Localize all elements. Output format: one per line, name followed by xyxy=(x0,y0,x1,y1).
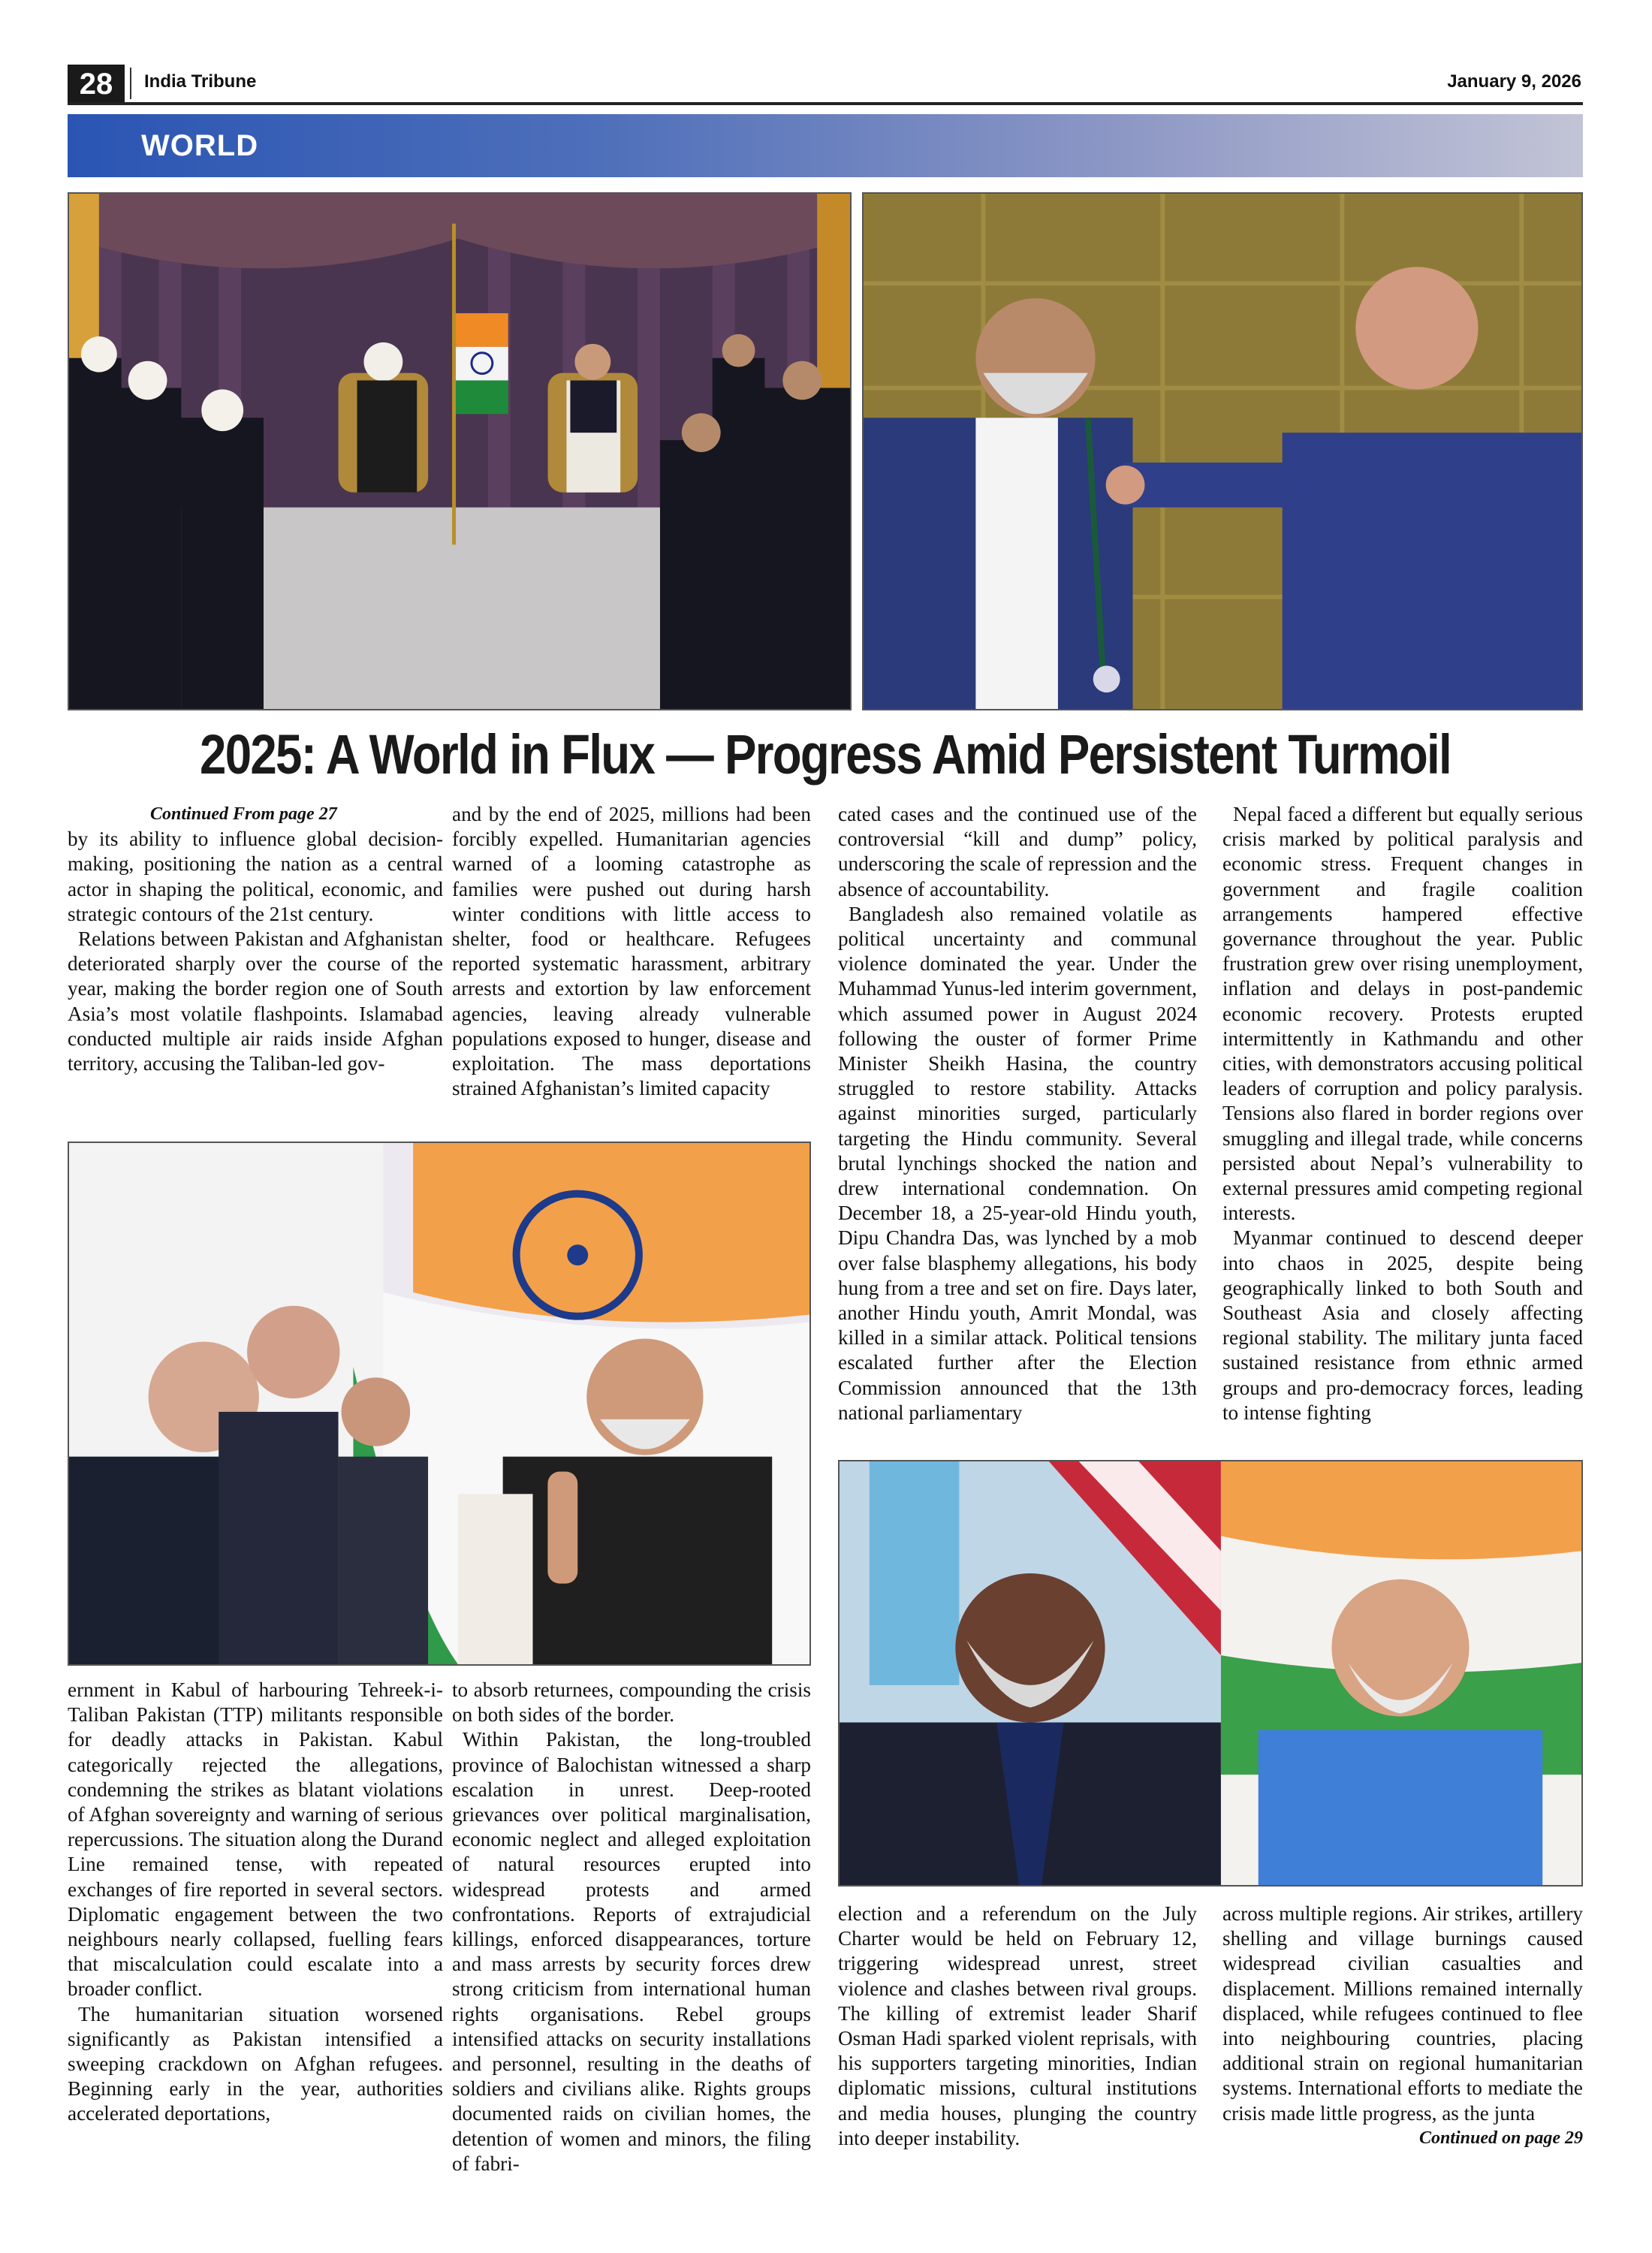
header-divider xyxy=(130,68,131,99)
continued-from: Continued From page 27 xyxy=(150,804,337,824)
section-label: WORLD xyxy=(141,129,259,162)
paragraph: to absorb returnees, compounding the crisis on both sides of the border. xyxy=(452,1678,811,1727)
photo-meeting xyxy=(68,192,852,710)
article-column-2-top xyxy=(452,802,811,1101)
photo-two-leaders xyxy=(838,1460,1583,1887)
paragraph: Relations between Pakistan and Afghanistan deteriorated sharply over the course of the year, making the border region one of South Asia’s most volatile flashpoints. Islamabad conducted multiple air raids inside Afghan territory, accusing the Taliban-led gov- xyxy=(68,927,443,1075)
article-column-2-bottom xyxy=(452,1678,811,2176)
paragraph: Myanmar continued to descend deeper into chaos in 2025, despite being geographically linked to both South and Southeast Asia and closely affecting regional stability. The military junta faced sustained resistance from ethnic armed groups and pro-democracy forces, leading to intense fighting xyxy=(1222,1226,1583,1424)
article-column-3-top xyxy=(838,802,1197,1425)
header-rule xyxy=(68,102,1583,105)
page-number: 28 xyxy=(68,65,125,104)
photo-award-ceremony xyxy=(862,192,1583,710)
paragraph: and by the end of 2025, millions had been forcibly expelled. Humanitarian agencies warned of a looming catastrophe as families were pushed out during harsh winter conditions with little access to shelter, food or healthcare. Refugees reported systematic harassment, arbitrary arrests and extortion by law enforcement agencies, leaving already vulnerable populations exposed to hunger, disease and exploitation. The mass deportations strained Afghanistan’s limited capacity xyxy=(452,803,811,1100)
headline: 2025: A World in Flux — Progress Amid Persistent Turmoil xyxy=(200,723,1451,786)
paragraph: Nepal faced a different but equally serious crisis marked by political paralysis and economic stress. Frequent changes in government and fragile coalition arrangements hampered effective governance throughout the year. Public frustration grew over rising unemployment, inflation and delays in post-pandemic economic recovery. Protests erupted intermittently in Kathmandu and other cities, with demonstrators accusing political leaders of corruption and policy paralysis. Tensions also flared in border regions over smuggling and illegal trade, while concerns persisted about Nepal’s vulnerability to external pressures amid competing regional interests. xyxy=(1222,803,1583,1225)
photo-leaders-summit xyxy=(68,1142,811,1666)
paragraph: ernment in Kabul of harbouring Tehreek-i-Taliban Pakistan (TTP) militants responsible for deadly attacks in Pakistan. Kabul categorically rejected the allegations, condemning the strikes as blatant violations of Afghan sovereignty and warning of serious repercussions. The situation along the Durand Line remained tense, with repeated exchanges of fire reported in several sectors. Diplomatic engagement between the two neighbours nearly collapsed, fuelling fears that miscalculation could escalate into a broader conflict. xyxy=(68,1678,443,2001)
paragraph: election and a referendum on the July Charter would be held on February 12, triggering widespread unrest, street violence and clashes between rival groups. The killing of extremist leader Sharif Osman Hadi sparked violent reprisals, with his supporters targeting minorities, Indian diplomatic missions, cultural institutions and media houses, plunging the country into deeper instability. xyxy=(838,1902,1197,2149)
article-column-1-top xyxy=(68,802,443,1076)
issue-date: January 9, 2026 xyxy=(1447,71,1581,92)
section-band xyxy=(68,114,1583,177)
paragraph: cated cases and the continued use of the controversial “kill and dump” policy, underscoring the scale of repression and the absence of accountability. xyxy=(838,803,1197,900)
paragraph: Bangladesh also remained volatile as political uncertainty and communal violence dominated the year. Under the Muhammad Yunus-led interim government, which assumed power in August 2024 following the ouster of former Prime Minister Sheikh Hasina, the country struggled to restore stability. Attacks against minorities surged, particularly targeting the Hindu community. Several brutal lynchings shocked the nation and drew international condemnation. On December 18, a 25-year-old Hindu youth, Dipu Chandra Das, was lynched by a mob over false blasphemy allegations, his body hung from a tree and set on fire. Days later, another Hindu youth, Amrit Mondal, was killed in a similar attack. Political tensions escalated further after the Election Commission announced that the 13th national parliamentary xyxy=(838,902,1197,1424)
article-column-3-bottom xyxy=(838,1902,1197,2151)
paragraph: The humanitarian situation worsened significantly as Pakistan intensified a sweeping crackdown on Afghan refugees. Beginning early in the year, authorities accelerated deportations, xyxy=(68,2002,443,2125)
article-column-4-top xyxy=(1222,802,1583,1425)
publication-name: India Tribune xyxy=(144,71,257,92)
paragraph: Within Pakistan, the long-troubled province of Balochistan witnessed a sharp escalation in unrest. Deep-rooted grievances over political marginalisation, economic neglect and alleged exploitation of natural resources erupted into widespread protests and armed confrontations. Reports of extrajudicial killings, enforced disappearances, torture and mass arrests by security forces drew strong criticism from international human rights organisations. Rebel groups intensified attacks on security installations and personnel, resulting in the deaths of soldiers and civilians alike. Rights groups documented raids on civilian homes, the detention of women and minors, the filing of fabri- xyxy=(452,1728,811,2175)
paragraph: across multiple regions. Air strikes, artillery shelling and village burnings caused widespread civilian casualties and displacement. Millions remained internally displaced, while refugees continued to flee into neighbouring countries, placing additional strain on regional humanitarian systems. International efforts to mediate the crisis made little progress, as the junta xyxy=(1222,1902,1583,2125)
paragraph: by its ability to influence global decision-making, positioning the nation as a central actor in shaping the political, economic, and strategic contours of the 21st century. xyxy=(68,828,443,925)
continued-on: Continued on page 29 xyxy=(1418,2128,1583,2148)
article-column-1-bottom xyxy=(68,1678,443,2127)
article-column-4-bottom xyxy=(1222,1902,1583,2151)
